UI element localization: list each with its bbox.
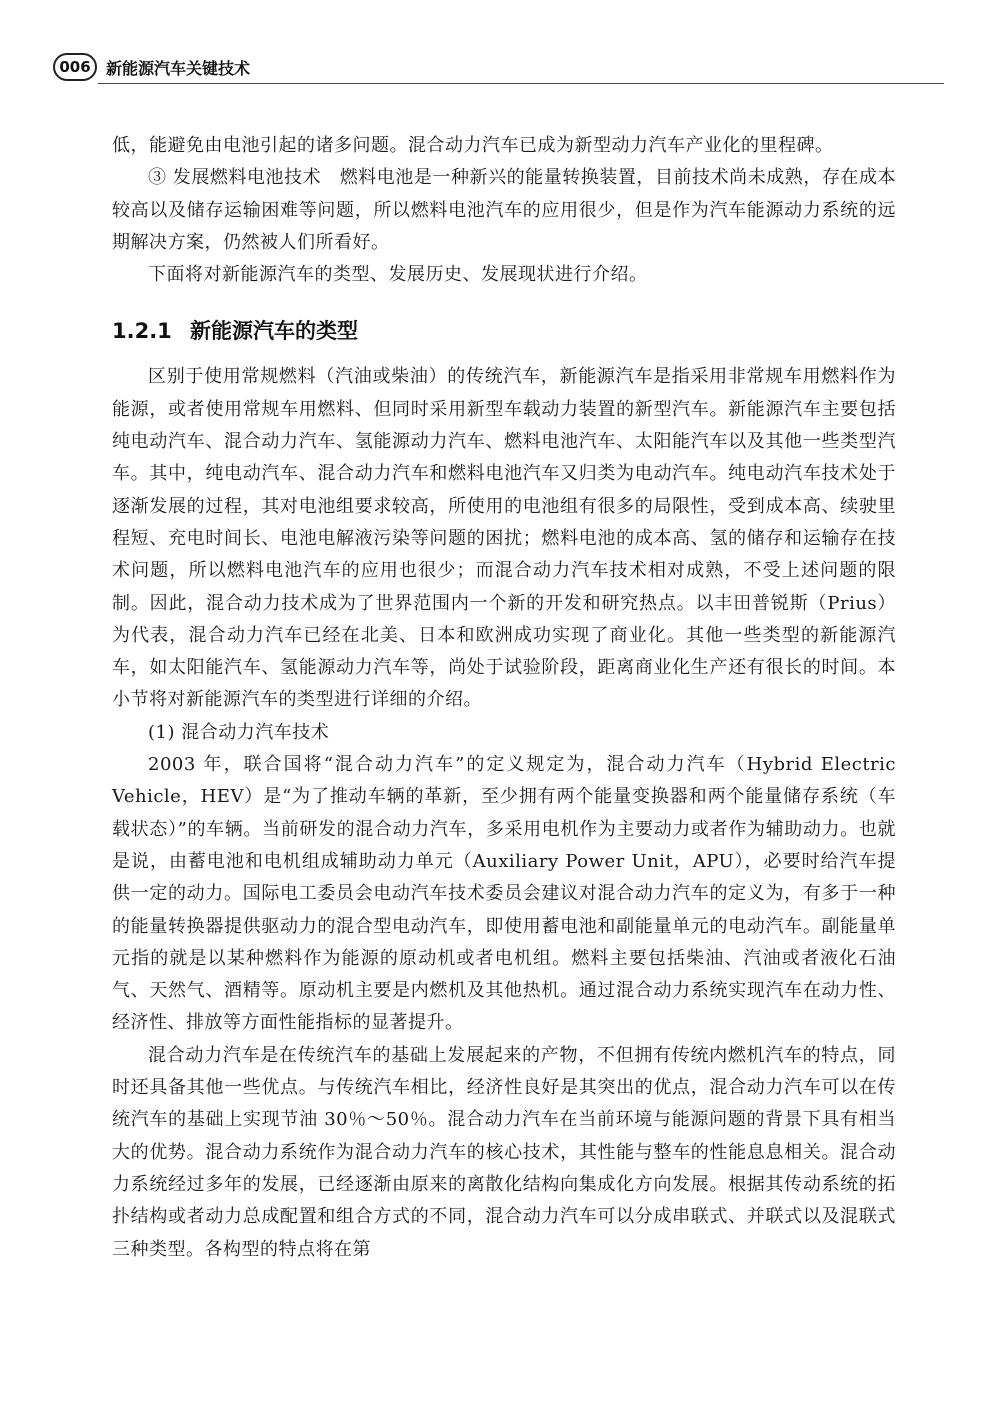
section-title: 新能源汽车的类型	[190, 319, 358, 344]
paragraph: 低，能避免由电池引起的诸多问题。混合动力汽车已成为新型动力汽车产业化的里程碑。	[112, 135, 834, 156]
page-header	[48, 50, 944, 90]
paragraph: 下面将对新能源汽车的类型、发展历史、发展现状进行介绍。	[148, 264, 648, 286]
paragraph: 混合动力汽车是在传统汽车的基础上发展起来的产物，不但拥有传统内燃机汽车的特点，同时还具备其他一些优点。与传统汽车相比，经济性良好是其突出的优点，混合动力汽车可以在传统汽车的基础上实现节油 30％～50％。混合动力汽车在当前环境与能源问题的背景下具有相当大的优势。混合动力系统作为混合动力汽车的核心技术，其性能与整车的性能息息相关。混合动力系统经过多年的发展，已经逐渐由原来的离散化结构向集成化方向发展。根据其传动系统的拓扑结构或者动力总成配置和组合方式的不同，混合动力汽车可以分成串联式、并联式以及混联式三种类型。各构型的特点将在第	[112, 1044, 896, 1260]
paragraph: ③ 发展燃料电池技术 燃料电池是一种新兴的能量转换装置，目前技术尚未成熟，存在成本较高以及储存运输困难等问题，所以燃料电池汽车的应用很少，但是作为汽车能源动力系统的远期解决方案，仍然被人们所看好。	[112, 167, 896, 253]
paragraph: 2003 年，联合国将“混合动力汽车”的定义规定为，混合动力汽车（Hybrid Electric Vehicle，HEV）是“为了推动车辆的革新，至少拥有两个能量变换器和两个能量储存系统（车载状态）”的车辆。当前研发的混合动力汽车，多采用电机作为主要动力或者作为辅助动力。也就是说，由蓄电池和电机组成辅助动力单元（Auxiliary Power Unit，APU），必要时给汽车提供一定的动力。国际电工委员会电动汽车技术委员会建议对混合动力汽车的定义为，有多于一种的能量转换器提供驱动力的混合型电动汽车，即使用蓄电池和副能量单元的电动汽车。副能量单元指的就是以某种燃料作为能源的原动机或者电机组。燃料主要包括柴油、汽油或者液化石油气、天然气、酒精等。原动机主要是内燃机及其他热机。通过混合动力系统实现汽车在动力性、经济性、排放等方面性能指标的显著提升。	[112, 754, 896, 1034]
page-number: 006	[53, 53, 97, 81]
section-number: 1.2.1	[112, 319, 172, 344]
subsection-heading: (1) 混合动力汽车技术	[148, 721, 330, 743]
section-heading	[112, 291, 896, 361]
header-divider	[98, 83, 944, 84]
paragraph: 区别于使用常规燃料（汽油或柴油）的传统汽车，新能源汽车是指采用非常规车用燃料作为能源，或者使用常规车用燃料、但同时采用新型车载动力装置的新型汽车。新能源汽车主要包括纯电动汽车、混合动力汽车、氢能源动力汽车、燃料电池汽车、太阳能汽车以及其他一些类型汽车。其中，纯电动汽车、混合动力汽车和燃料电池汽车又归类为电动汽车。纯电动汽车技术处于逐渐发展的过程，其对电池组要求较高，所使用的电池组有很多的局限性，受到成本高、续驶里程短、充电时间长、电池电解液污染等问题的困扰；燃料电池的成本高、氢的储存和运输存在技术问题，所以燃料电池汽车的应用也很少；而混合动力汽车技术相对成熟，不受上述问题的限制。因此，混合动力技术成为了世界范围内一个新的开发和研究热点。以丰田普锐斯（Prius）为代表，混合动力汽车已经在北美、日本和欧洲成功实现了商业化。其他一些类型的新能源汽车，如太阳能汽车、氢能源动力汽车等，尚处于试验阶段，距离商业化生产还有很长的时间。本小节将对新能源汽车的类型进行详细的介绍。	[112, 366, 896, 711]
page-body	[112, 130, 896, 1266]
book-title: 新能源汽车关键技术	[106, 59, 251, 78]
